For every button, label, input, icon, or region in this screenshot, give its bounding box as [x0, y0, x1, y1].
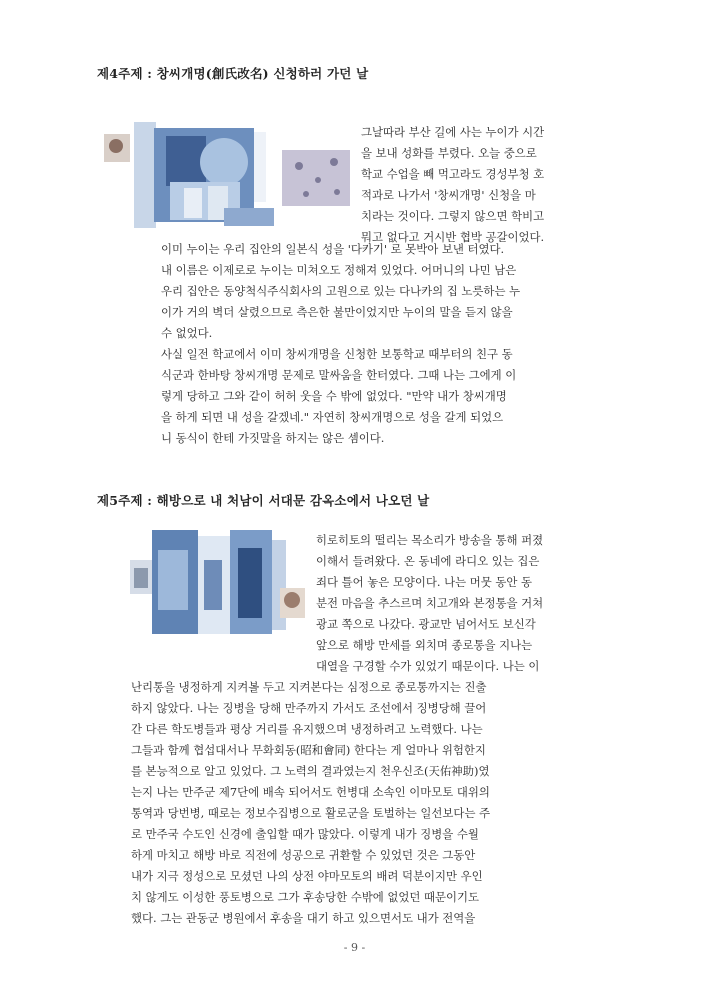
section5-body-full: [131, 677, 577, 929]
text-line: 적과로 나가서 '창씨개명' 신청을 마: [361, 188, 536, 202]
text-line: 그날따라 부산 길에 사는 누이가 시간: [361, 125, 545, 139]
text-line: 히로히토의 떨리는 목소리가 방송을 통해 퍼졌: [316, 533, 544, 547]
text-line: 하게 마치고 해방 바로 직전에 성공으로 귀환할 수 있었던 것은 그동안: [131, 848, 476, 862]
section4-body-full: [161, 239, 577, 449]
text-line: 치라는 것이다. 그렇지 않으면 학비고: [361, 209, 545, 223]
section5-photo-collage: [130, 530, 305, 638]
text-line: 이미 누이는 우리 집안의 일본식 성을 '다카기' 로 못박아 보낸 터였다.: [161, 242, 505, 256]
text-line: 죄다 틀어 놓은 모양이다. 나는 머뭇 동안 동: [316, 575, 533, 589]
text-line: 을 하게 되면 내 성을 갈겠네." 자연히 창씨개명으로 성을 갈게 되었으: [161, 410, 504, 424]
text-line: 광교 쪽으로 나갔다. 광교만 넘어서도 보신각: [316, 617, 536, 631]
text-line: 를 본능적으로 알고 있었다. 그 노력의 결과였는지 천우신조(天佑神助)였: [131, 764, 490, 778]
text-line: 분전 마음을 추스르며 치고개와 본정통을 거쳐: [316, 596, 544, 610]
text-line: 그들과 함께 협섭대서나 무화회동(昭和會同) 한다는 게 얼마나 위험한지: [131, 743, 486, 757]
section5-heading: 제5주제 : 해방으로 내 처남이 서대문 감옥소에서 나오던 날: [97, 493, 430, 508]
text-line: 통역과 당번병, 때로는 정보수집병으로 활로군을 토벌하는 일선보다는 주: [131, 806, 491, 820]
text-line: 간 다른 학도병들과 평상 거리를 유지했으며 냉정하려고 노력했다. 나는: [131, 722, 483, 736]
text-line: 니 동식이 한테 가짓말을 하지는 않은 셈이다.: [161, 431, 385, 445]
text-line: 수 없었다.: [161, 326, 213, 340]
text-line: 하지 않았다. 나는 징병을 당해 만주까지 가서도 조선에서 징병당해 끌어: [131, 701, 487, 715]
text-line: 학교 수업을 빼 먹고라도 경성부청 호: [361, 167, 545, 181]
text-line: 이가 거의 벽더 살렸으므로 측은한 불만이었지만 누이의 말을 듣지 않을: [161, 305, 513, 319]
section4-photo-collage: [104, 122, 354, 230]
text-line: 렇게 당하고 그와 같이 허허 웃을 수 밖에 없었다. "만약 내가 창씨개명: [161, 389, 507, 403]
text-line: 는지 나는 만주군 제7단에 배속 되어서도 헌병대 소속인 이마모토 대위의: [131, 785, 490, 799]
section5-body-wrap: [316, 530, 577, 677]
text-line: 식군과 한바탕 창씨개명 문제로 말싸움을 한터였다. 그때 나는 그에게 이: [161, 368, 517, 382]
text-line: 내 이름은 이제로로 누이는 미쳐오도 정해져 있었다. 어머니의 나민 남은: [161, 263, 517, 277]
text-line: 내가 지극 정성으로 모셨던 나의 상전 야마모토의 배려 덕분이지만 우인: [131, 869, 483, 883]
text-line: 이해서 들려왔다. 온 동네에 라디오 있는 집은: [316, 554, 540, 568]
text-line: 을 보내 성화를 부렸다. 오늘 중으로: [361, 146, 537, 160]
text-line: 치 않게도 이성한 풍토병으로 그가 후송당한 수밖에 없었던 때문이기도: [131, 890, 480, 904]
text-line: 로 만주국 수도인 신경에 출입할 때가 많았다. 이렇게 내가 징병을 수월: [131, 827, 479, 841]
text-line: 했다. 그는 관동군 병원에서 후송을 대기 하고 있으면서도 내가 전역을: [131, 911, 476, 925]
text-line: 사실 일전 학교에서 이미 창씨개명을 신청한 보통학교 때부터의 친구 동: [161, 347, 513, 361]
section4-heading: 제4주제 : 창씨개명(創氏改名) 신청하러 가던 날: [97, 66, 369, 81]
text-line: 뭐고 없다고 거시반 협박 공갈이었다.: [361, 230, 545, 244]
text-line: 앞으로 해방 만세를 외치며 종로통을 지나는: [316, 638, 533, 652]
section4-body-wrap: [361, 122, 577, 248]
text-line: 우리 집안은 동양척식주식회사의 고원으로 있는 다나카의 집 노릇하는 누: [161, 284, 521, 298]
text-line: 난리통을 냉정하게 지켜볼 두고 지켜본다는 심정으로 종로통까지는 진출: [131, 680, 487, 694]
text-line: 대열을 구경할 수가 있었기 때문이다. 나는 이: [316, 659, 540, 673]
page-number: - 9 -: [343, 941, 366, 954]
